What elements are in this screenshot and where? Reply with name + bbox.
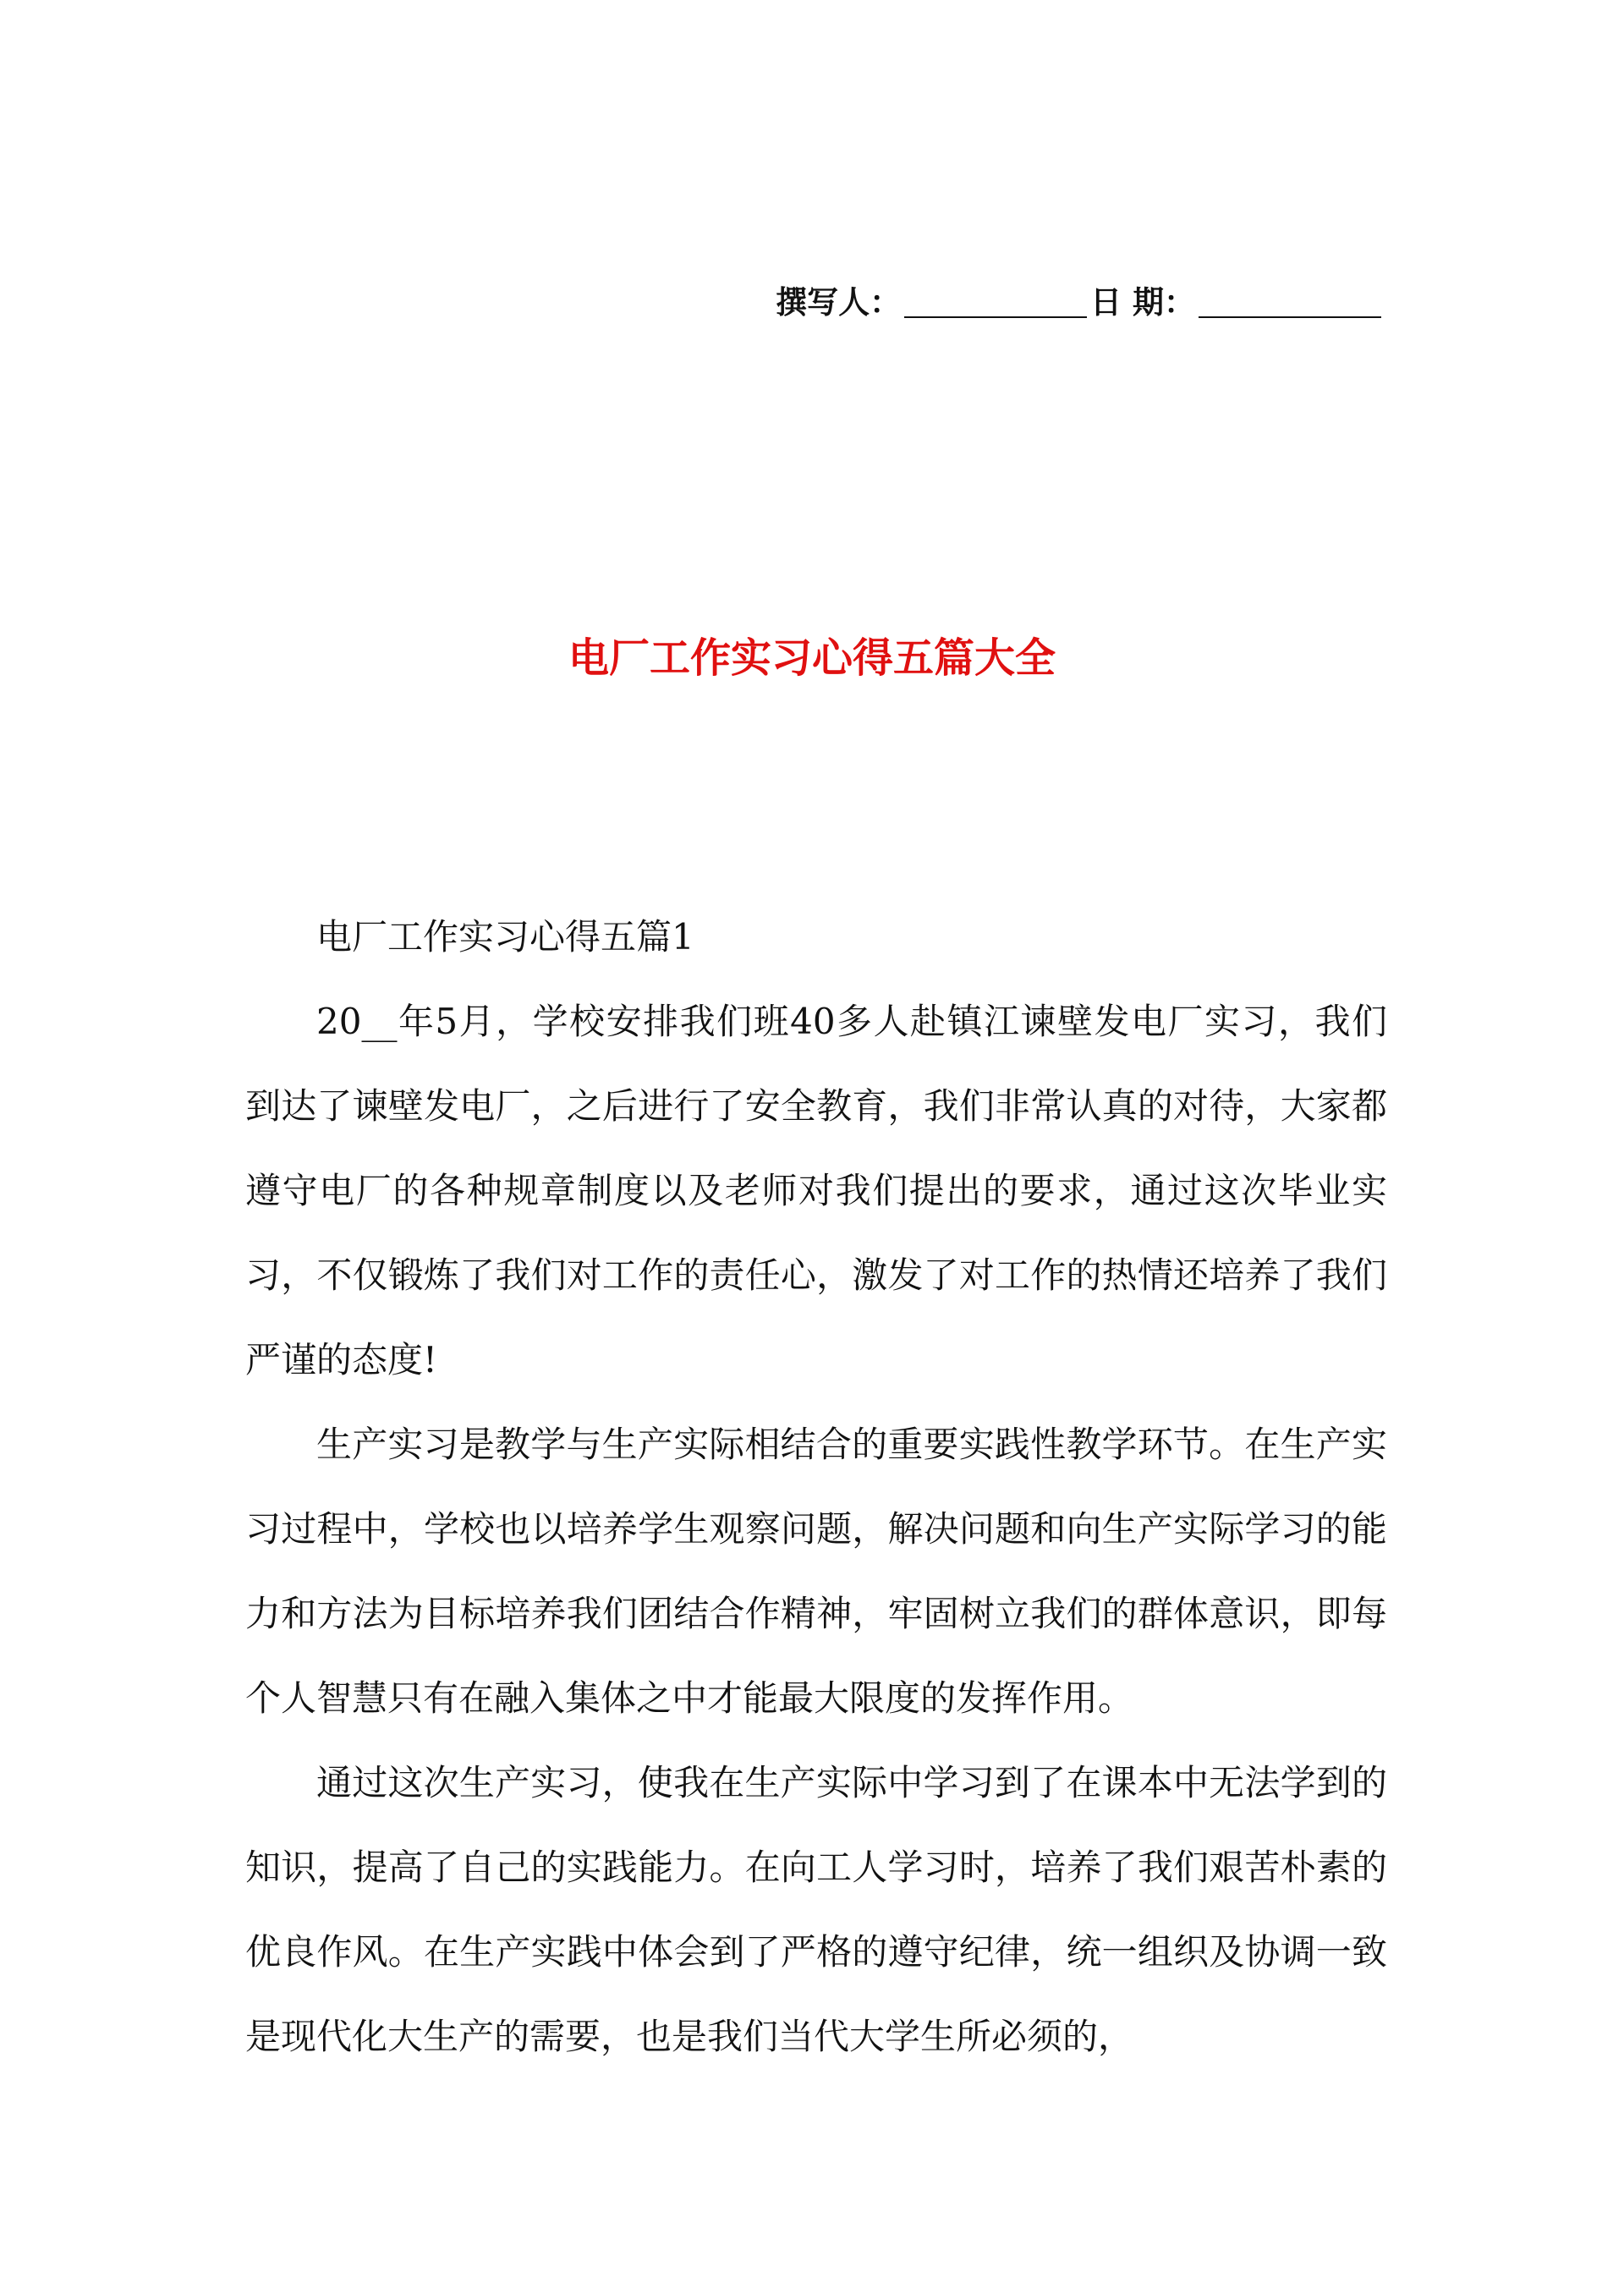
document-body [245,895,1387,2079]
date-blank [1199,286,1381,318]
paragraph-2: 生产实习是教学与生产实际相结合的重要实践性教学环节。在生产实习过程中，学校也以培养学生观察问题，解决问题和向生产实际学习的能力和方法为目标培养我们团结合作精神，牢固树立我们的群体意识，即每个人智慧只有在融入集体之中才能最大限度的发挥作用。 [245,1424,1387,1719]
paragraph-1: 20__年5月，学校安排我们班40多人赴镇江谏壁发电厂实习，我们到达了谏壁发电厂，之后进行了安全教育，我们非常认真的对待，大家都遵守电厂的各种规章制度以及老师对我们提出的要求，通过这次毕业实习，不仅锻炼了我们对工作的责任心，激发了对工作的热情还培养了我们严谨的态度! [245,1001,1387,1380]
author-label: 撰写人： [776,283,902,321]
document-title: 电厂工作实习心得五篇大全 [568,634,1056,682]
paragraph-3: 通过这次生产实习，使我在生产实际中学习到了在课本中无法学到的知识，提高了自己的实践能力。在向工人学习时，培养了我们艰苦朴素的优良作风。在生产实践中体会到了严格的遵守纪律，统一组织及协调一致是现代化大生产的需要，也是我们当代大学生所必须的， [245,1762,1387,2057]
section-heading: 电厂工作实习心得五篇1 [316,916,694,958]
author-date-line [776,281,1385,323]
author-blank [904,286,1087,318]
date-label: 日 期： [1090,283,1195,321]
